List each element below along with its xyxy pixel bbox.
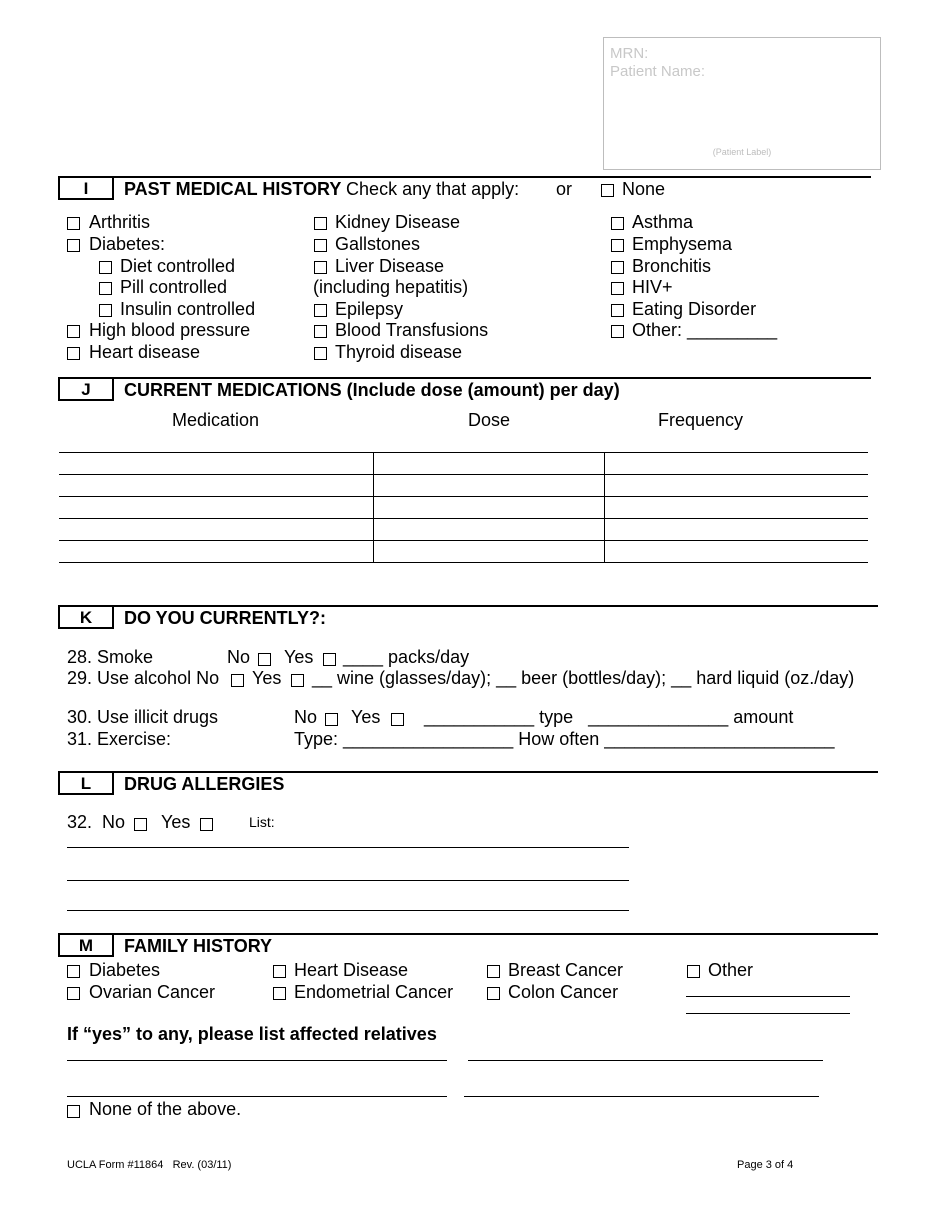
dose-cell[interactable]	[374, 475, 605, 497]
history-label: Emphysema	[632, 234, 733, 254]
section-k-title: DO YOU CURRENTLY?:	[124, 608, 327, 628]
medications-table	[59, 452, 868, 563]
pill-controlled-checkbox[interactable]	[99, 279, 112, 297]
family-heart-disease-checkbox[interactable]	[273, 962, 286, 980]
family-diabetes-checkbox[interactable]	[67, 962, 80, 980]
diet-controlled-checkbox[interactable]	[99, 258, 112, 276]
medication-cell[interactable]	[59, 519, 374, 541]
arthritis-checkbox[interactable]	[67, 214, 80, 232]
dose-column-header: Dose	[468, 410, 511, 430]
list-label: List:	[249, 814, 275, 830]
medication-cell[interactable]	[59, 497, 374, 519]
q30-label: 30. Use illicit drugs	[67, 707, 219, 727]
dose-cell[interactable]	[374, 453, 605, 475]
patient-name-label: Patient Name:	[610, 63, 706, 80]
section-l-header	[58, 771, 878, 797]
dose-cell[interactable]	[374, 541, 605, 563]
none-checkbox[interactable]	[601, 181, 614, 199]
medication-cell[interactable]	[59, 453, 374, 475]
patient-label-caption: (Patient Label)	[712, 147, 772, 157]
section-letter: L	[58, 771, 114, 795]
section-j-title: CURRENT MEDICATIONS (Include dose (amount) per day)	[124, 380, 620, 400]
none-label: None	[622, 179, 666, 199]
family-history-label: Other	[708, 960, 754, 980]
dose-cell[interactable]	[374, 497, 605, 519]
frequency-cell[interactable]	[605, 453, 869, 475]
epilepsy-checkbox[interactable]	[314, 301, 327, 319]
family-history-label: Breast Cancer	[508, 960, 624, 980]
q28-no-checkbox[interactable]	[258, 650, 271, 668]
section-divider	[58, 377, 871, 379]
section-m-title: FAMILY HISTORY	[124, 936, 273, 956]
history-label: Epilepsy	[335, 299, 404, 319]
history-label: Liver Disease	[335, 256, 445, 276]
blood-transfusions-checkbox[interactable]	[314, 322, 327, 340]
relatives-line[interactable]	[67, 1096, 447, 1097]
q32-label: 32. No	[67, 812, 126, 832]
section-j-header	[58, 377, 878, 403]
section-divider	[58, 933, 878, 935]
history-label: Insulin controlled	[120, 299, 256, 319]
section-m-header	[58, 933, 878, 959]
thyroid-disease-checkbox[interactable]	[314, 344, 327, 362]
section-divider	[58, 771, 878, 773]
q28-packs-field[interactable]: ____ packs/day	[343, 647, 470, 667]
table-row	[59, 497, 868, 519]
allergy-list-line[interactable]	[67, 847, 629, 848]
none-of-above-label: None of the above.	[89, 1099, 242, 1119]
q29-yes-label: Yes	[252, 668, 282, 688]
q30-yes-label: Yes	[351, 707, 381, 727]
frequency-column-header: Frequency	[658, 410, 744, 430]
q31-label: 31. Exercise:	[67, 729, 172, 749]
relatives-line[interactable]	[67, 1060, 447, 1061]
family-history-label: Diabetes	[89, 960, 161, 980]
relatives-line[interactable]	[468, 1060, 823, 1061]
dose-cell[interactable]	[374, 519, 605, 541]
history-label: Gallstones	[335, 234, 421, 254]
history-label-note: (including hepatitis)	[313, 277, 469, 297]
other-checkbox[interactable]	[611, 322, 624, 340]
frequency-cell[interactable]	[605, 519, 869, 541]
section-i-header	[58, 176, 878, 202]
q32-yes-checkbox[interactable]	[200, 815, 213, 833]
medication-column-header: Medication	[172, 410, 260, 430]
section-k-header	[58, 605, 878, 631]
family-endometrial-cancer-checkbox[interactable]	[273, 984, 286, 1002]
asthma-checkbox[interactable]	[611, 214, 624, 232]
family-breast-cancer-checkbox[interactable]	[487, 962, 500, 980]
q29-yes-checkbox[interactable]	[291, 671, 304, 689]
medication-cell[interactable]	[59, 541, 374, 563]
q28-yes-checkbox[interactable]	[323, 650, 336, 668]
q28-yes-label: Yes	[284, 647, 314, 667]
history-label: Bronchitis	[632, 256, 712, 276]
none-of-above-checkbox[interactable]	[67, 1102, 80, 1120]
section-divider	[58, 176, 871, 178]
q28-no-label: No	[227, 647, 251, 667]
high-blood-pressure-checkbox[interactable]	[67, 322, 80, 340]
frequency-cell[interactable]	[605, 541, 869, 563]
liver-disease-checkbox[interactable]	[314, 258, 327, 276]
q32-yes-label: Yes	[161, 812, 191, 832]
relatives-prompt: If “yes” to any, please list affected relatives	[67, 1024, 437, 1044]
section-i-title: PAST MEDICAL HISTORY	[124, 179, 342, 199]
history-label: Diabetes:	[89, 234, 166, 254]
page-number: Page 3 of 4	[737, 1159, 794, 1171]
family-other-checkbox[interactable]	[687, 962, 700, 980]
bronchitis-checkbox[interactable]	[611, 258, 624, 276]
family-history-label: Endometrial Cancer	[294, 982, 454, 1002]
section-l-title: DRUG ALLERGIES	[124, 774, 285, 794]
or-text: or	[556, 179, 573, 199]
history-label: Arthritis	[89, 212, 151, 232]
q29-label: 29. Use alcohol No	[67, 668, 220, 688]
relatives-line[interactable]	[464, 1096, 819, 1097]
other-specify-line[interactable]	[686, 996, 850, 997]
q30-type-amount-field[interactable]: ___________ type ______________ amount	[424, 707, 794, 727]
table-row	[59, 475, 868, 497]
history-label: HIV+	[632, 277, 673, 297]
section-letter: K	[58, 605, 114, 629]
family-history-label: Heart Disease	[294, 960, 409, 980]
mrn-label: MRN:	[610, 45, 649, 62]
table-row	[59, 519, 868, 541]
allergy-list-line[interactable]	[67, 880, 629, 881]
history-label: Pill controlled	[120, 277, 228, 297]
q28-label: 28. Smoke	[67, 647, 154, 667]
family-ovarian-cancer-checkbox[interactable]	[67, 984, 80, 1002]
heart-disease-checkbox[interactable]	[67, 344, 80, 362]
q30-no-checkbox[interactable]	[325, 710, 338, 728]
frequency-cell[interactable]	[605, 475, 869, 497]
family-colon-cancer-checkbox[interactable]	[487, 984, 500, 1002]
history-label: Kidney Disease	[335, 212, 461, 232]
insulin-controlled-checkbox[interactable]	[99, 301, 112, 319]
section-divider	[58, 605, 878, 607]
gallstones-checkbox[interactable]	[314, 236, 327, 254]
q32-no-checkbox[interactable]	[134, 815, 147, 833]
q30-yes-checkbox[interactable]	[391, 710, 404, 728]
history-label: High blood pressure	[89, 320, 251, 340]
family-history-label: Ovarian Cancer	[89, 982, 216, 1002]
kidney-disease-checkbox[interactable]	[314, 214, 327, 232]
allergy-list-line[interactable]	[67, 910, 629, 911]
history-label: Diet controlled	[120, 256, 236, 276]
section-letter: J	[58, 377, 114, 401]
history-label: Other: _________	[632, 320, 778, 340]
q29-no-checkbox[interactable]	[231, 671, 244, 689]
medication-cell[interactable]	[59, 475, 374, 497]
emphysema-checkbox[interactable]	[611, 236, 624, 254]
section-title	[124, 179, 519, 200]
q31-exercise-field[interactable]: Type: _________________ How often _______________________	[294, 729, 835, 749]
history-label: Asthma	[632, 212, 694, 232]
history-label: Blood Transfusions	[335, 320, 489, 340]
family-history-label: Colon Cancer	[508, 982, 619, 1002]
q29-amounts-field[interactable]: __ wine (glasses/day); __ beer (bottles/day); __ hard liquid (oz./day)	[312, 668, 855, 688]
hiv-checkbox[interactable]	[611, 279, 624, 297]
table-row	[59, 453, 868, 475]
diabetes-checkbox[interactable]	[67, 236, 80, 254]
other-specify-line[interactable]	[686, 1013, 850, 1014]
q30-no-label: No	[294, 707, 318, 727]
eating-disorder-checkbox[interactable]	[611, 301, 624, 319]
history-label: Thyroid disease	[335, 342, 463, 362]
section-letter: I	[58, 176, 114, 200]
table-row	[59, 541, 868, 563]
form-id: UCLA Form #11864 Rev. (03/11)	[67, 1159, 232, 1171]
patient-label-box	[603, 37, 881, 170]
frequency-cell[interactable]	[605, 497, 869, 519]
section-i-instruction: Check any that apply:	[346, 179, 520, 199]
section-letter: M	[58, 933, 114, 957]
history-label: Heart disease	[89, 342, 201, 362]
history-label: Eating Disorder	[632, 299, 757, 319]
